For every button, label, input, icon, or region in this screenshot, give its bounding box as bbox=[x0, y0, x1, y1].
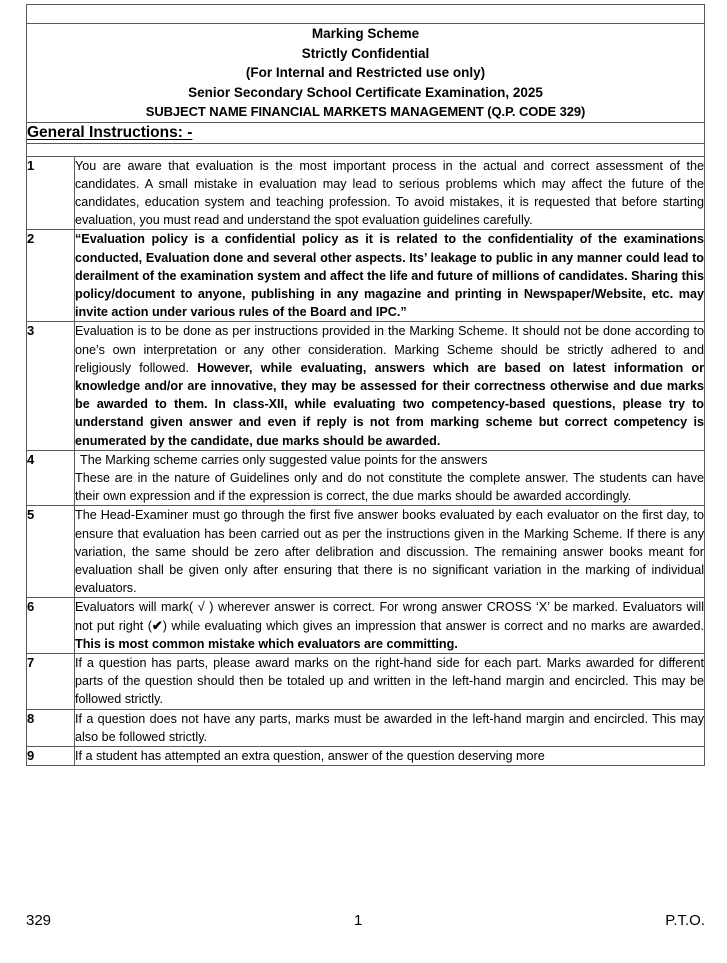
title-row bbox=[27, 24, 705, 123]
heading-spacer-cell bbox=[27, 143, 705, 156]
instruction-text-6 bbox=[75, 598, 705, 654]
instruction-paragraph: If a question does not have any parts, marks must be awarded in the left-hand margin and encircled. This may also be followed strictly. bbox=[75, 711, 704, 744]
instruction-text-part1: Evaluators will mark( bbox=[75, 600, 198, 615]
title-cell bbox=[27, 24, 705, 123]
instruction-paragraph: If a student has attempted an extra question, answer of the question deserving more bbox=[75, 749, 545, 763]
instruction-text-8 bbox=[75, 709, 705, 746]
instruction-text-2 bbox=[75, 230, 705, 322]
instruction-number-4: 4 bbox=[27, 450, 75, 506]
top-spacer-cell bbox=[27, 5, 705, 24]
instruction-text-part2: ) wherever answer is correct. For wrong answer CROSS ‘X’ be marked. Evaluators will not put right ( bbox=[75, 600, 704, 633]
instruction-row-1 bbox=[27, 156, 705, 230]
general-instructions-heading: General Instructions: - bbox=[27, 123, 193, 141]
instruction-row-4 bbox=[27, 450, 705, 506]
page-footer bbox=[26, 912, 705, 929]
instruction-number-1: 1 bbox=[27, 156, 75, 230]
instruction-paragraph bbox=[75, 598, 704, 653]
instruction-normal-text: Evaluation is to be done as per instructions provided in the Marking Scheme. It should not be done according to one’s own interpretation or any other consideration. Marking Scheme should be strictly adhered to and religiously followed. bbox=[75, 324, 704, 375]
instruction-bold-text: “Evaluation policy is a confidential policy as it is related to the confidentiality of the examinations conducted, Evaluation done and several other aspects. Its’ leakage to public in any manner could lead to derailment of the examination system and affect the life and future of millions of candidates. Sharing this policy/document to anyone, publishing in any magazine and printing in Newspaper/Website, etc. may invite action under various rules of the Board and IPC.” bbox=[75, 232, 704, 320]
footer-pto: P.T.O. bbox=[665, 912, 705, 929]
instruction-text-3 bbox=[75, 322, 705, 450]
instruction-row-5 bbox=[27, 506, 705, 598]
instruction-paragraph bbox=[75, 322, 704, 449]
instruction-row-9 bbox=[27, 747, 705, 766]
instruction-paragraph-line2: These are in the nature of Guidelines only and do not constitute the complete answer. The students can have their own expression and if the expression is correct, the due marks should be awarded accordingly. bbox=[75, 470, 704, 504]
instruction-row-7 bbox=[27, 653, 705, 709]
instruction-row-8 bbox=[27, 709, 705, 746]
general-instructions-cell bbox=[27, 122, 705, 143]
instruction-paragraph bbox=[75, 230, 704, 321]
top-spacer-row bbox=[27, 5, 705, 24]
instruction-paragraph: The Head-Examiner must go through the first five answer books evaluated by each evaluator on the first day, to ensure that evaluation has been carried out as per the instructions given in the Marking Scheme. If there is any variation, the same should be zero after delibration and discussion. The remaining answer books meant for evaluation shall be given only after ensuring that there is no significant variation in the marking of individual evaluators. bbox=[75, 508, 704, 596]
title-marking-scheme: Marking Scheme bbox=[311, 26, 420, 41]
instruction-text-part3: ) while evaluating which gives an impression that answer is correct and no marks are awarded. bbox=[162, 618, 704, 633]
instruction-row-6 bbox=[27, 598, 705, 654]
instruction-number-8: 8 bbox=[27, 709, 75, 746]
instruction-text-4 bbox=[75, 450, 705, 506]
instruction-number-3: 3 bbox=[27, 322, 75, 450]
instruction-row-3 bbox=[27, 322, 705, 450]
heading-spacer-row bbox=[27, 143, 705, 156]
title-strictly-confidential: Strictly Confidential bbox=[301, 45, 430, 61]
title-subject: SUBJECT NAME FINANCIAL MARKETS MANAGEMENT (Q.P. CODE 329) bbox=[145, 104, 586, 119]
title-internal-use: (For Internal and Restricted use only) bbox=[245, 65, 486, 80]
instruction-text-1 bbox=[75, 156, 705, 230]
marking-scheme-table bbox=[26, 4, 705, 766]
footer-qp-code: 329 bbox=[26, 912, 52, 929]
check-mark-bold-icon: ✔ bbox=[151, 617, 163, 633]
instruction-bold-text: However, while evaluating, answers which are based on latest information or knowledge and/or are innovative, they may be assessed for their correctness otherwise and due marks be awarded to them. In class-XII, while evaluating two competency-based questions, please try to understand given answer and even if reply is not from marking scheme but correct competency is enumerated by the candidate, due marks should be awarded. bbox=[75, 360, 704, 448]
instruction-bold-text: This is most common mistake which evaluators are committing. bbox=[75, 636, 458, 651]
instruction-number-6: 6 bbox=[27, 598, 75, 654]
instruction-number-5: 5 bbox=[27, 506, 75, 598]
instruction-paragraph: If a question has parts, please award marks on the right-hand side for each part. Marks awarded for different parts of the question should then be totaled up and written in the left-hand margin and encircled. This may be followed strictly. bbox=[75, 655, 704, 707]
instruction-paragraph-line1: The Marking scheme carries only suggested value points for the answers bbox=[80, 452, 488, 467]
title-examination: Senior Secondary School Certificate Examination, 2025 bbox=[188, 84, 543, 100]
instruction-number-7: 7 bbox=[27, 653, 75, 709]
instruction-text-9 bbox=[75, 747, 705, 766]
general-instructions-row bbox=[27, 122, 705, 143]
instruction-text-5 bbox=[75, 506, 705, 598]
instruction-number-2: 2 bbox=[27, 230, 75, 322]
instruction-paragraph: You are aware that evaluation is the most important process in the actual and correct assessment of the candidates. A small mistake in evaluation may lead to serious problems which may affect the future of the candidates, education system and teaching profession. To avoid mistakes, it is requested that before starting evaluation, you must read and understand the spot evaluation guidelines carefully. bbox=[75, 158, 704, 228]
check-mark-thin-icon: √ bbox=[197, 599, 205, 615]
footer-page-number: 1 bbox=[353, 912, 363, 929]
instruction-number-9: 9 bbox=[27, 747, 75, 766]
instruction-text-7 bbox=[75, 653, 705, 709]
instruction-row-2 bbox=[27, 230, 705, 322]
